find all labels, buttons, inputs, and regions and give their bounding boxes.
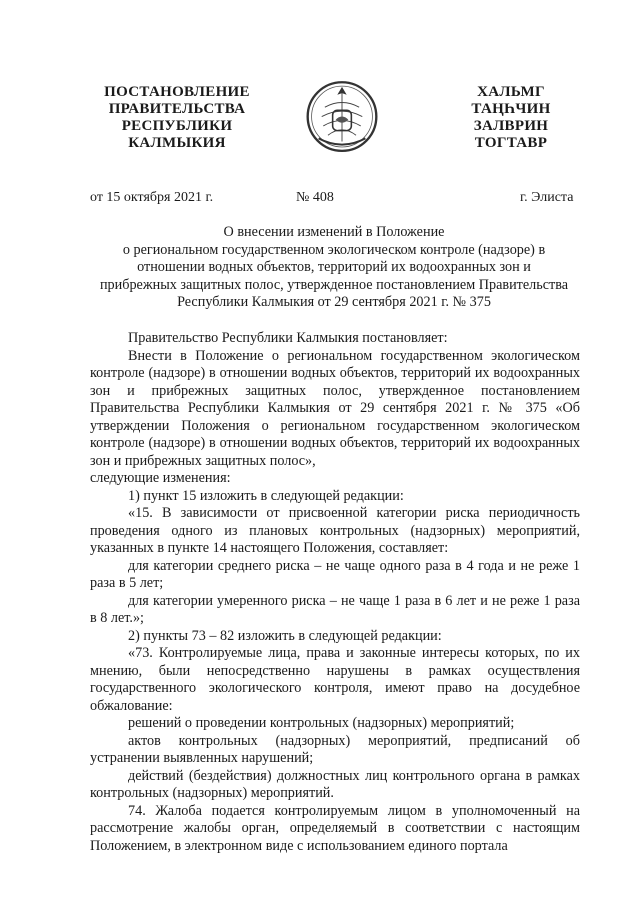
paragraph-medium-risk: для категории среднего риска – не чаще одного раза в 4 года и не реже 1 раза в 5 лет;	[90, 557, 580, 591]
paragraph-item-2: 2) пункты 73 – 82 изложить в следующей редакции:	[128, 627, 442, 644]
title-line: отношении водных объектов, территорий их водоохранных зон и	[137, 259, 531, 276]
paragraph-acts: актов контрольных (надзорных) мероприятий, предписаний об устранении выявленных нарушений;	[90, 732, 580, 766]
kalmykia-coat-of-arms-icon	[303, 76, 381, 154]
document-body	[90, 330, 580, 855]
header-left-line: РЕСПУБЛИКИ	[121, 118, 233, 134]
header-right-line: ХАЛЬМГ	[477, 84, 545, 100]
header-left-line: ПОСТАНОВЛЕНИЕ	[104, 84, 250, 100]
document-date: от 15 октября 2021 г.	[90, 190, 214, 205]
title-line: прибрежных защитных полос, утвержденное постановлением Правительства	[99, 276, 569, 293]
header-left-line: КАЛМЫКИЯ	[128, 135, 226, 151]
header-left-line: ПРАВИТЕЛЬСТВА	[108, 101, 246, 117]
document-number: № 408	[296, 190, 334, 205]
paragraph-decisions: решений о проведении контрольных (надзорных) мероприятий;	[128, 715, 515, 731]
header-russian-title	[92, 84, 262, 152]
paragraph-clause-73: «73. Контролируемые лица, права и законные интересы которых, по их мнению, были непосредственно нарушены в рамках осуществления государственного экологического контроля, имеют право на досудебное обжалование:	[90, 645, 580, 714]
title-line: о региональном государственном экологическом контроле (надзоре) в	[122, 241, 546, 258]
document-title	[90, 224, 578, 312]
header-kalmyk-title	[456, 84, 566, 152]
header-right-line: ТОГТАВР	[474, 135, 548, 151]
paragraph-clause-15: «15. В зависимости от присвоенной категории риска периодичность проведения одного из плановых контрольных (надзорных) мероприятий, указанных в пункте 14 настоящего Положения, составляет:	[90, 505, 580, 556]
paragraph-item-1: 1) пункт 15 изложить в следующей редакции:	[128, 487, 404, 504]
paragraph-clause-74: 74. Жалоба подается контролируемым лицом в уполномоченный на рассмотрение жалобы орган, определяемый в соответствии с настоящим Положением, в электронном виде с использованием единого портала	[90, 802, 580, 854]
paragraph-amendment: Внести в Положение о региональном государственном экологическом контроле (надзоре) в отношении водных объектов, территорий их водоохранных зон и прибрежных защитных полос, утвержденное постановлением Правительства Республики Калмыкия от 29 сентября 2021 г. № 375 «Об утверждении Положения о региональном государственном экологическом контроле (надзоре) в отношении водных объектов, территорий их водоохранных зон и прибрежных защитных полос»,	[90, 347, 580, 469]
header-right-line: ТАҢҺЧИН	[471, 101, 551, 117]
header-right-line: ЗАЛВРИН	[473, 118, 549, 134]
paragraph-amendment-end: следующие изменения:	[90, 470, 231, 486]
paragraph-resolution: Правительство Республики Калмыкия постановляет:	[128, 330, 448, 346]
paragraph-moderate-risk: для категории умеренного риска – не чаще 1 раза в 6 лет и не реже 1 раза в 8 лет.»;	[90, 592, 580, 626]
document-city: г. Элиста	[520, 190, 574, 205]
paragraph-actions: действий (бездействия) должностных лиц контрольного органа в рамках контрольных (надзорных) мероприятий.	[90, 767, 580, 801]
title-line: Республики Калмыкия от 29 сентября 2021 г. № 375	[177, 294, 491, 311]
title-line: О внесении изменений в Положение	[223, 224, 445, 240]
